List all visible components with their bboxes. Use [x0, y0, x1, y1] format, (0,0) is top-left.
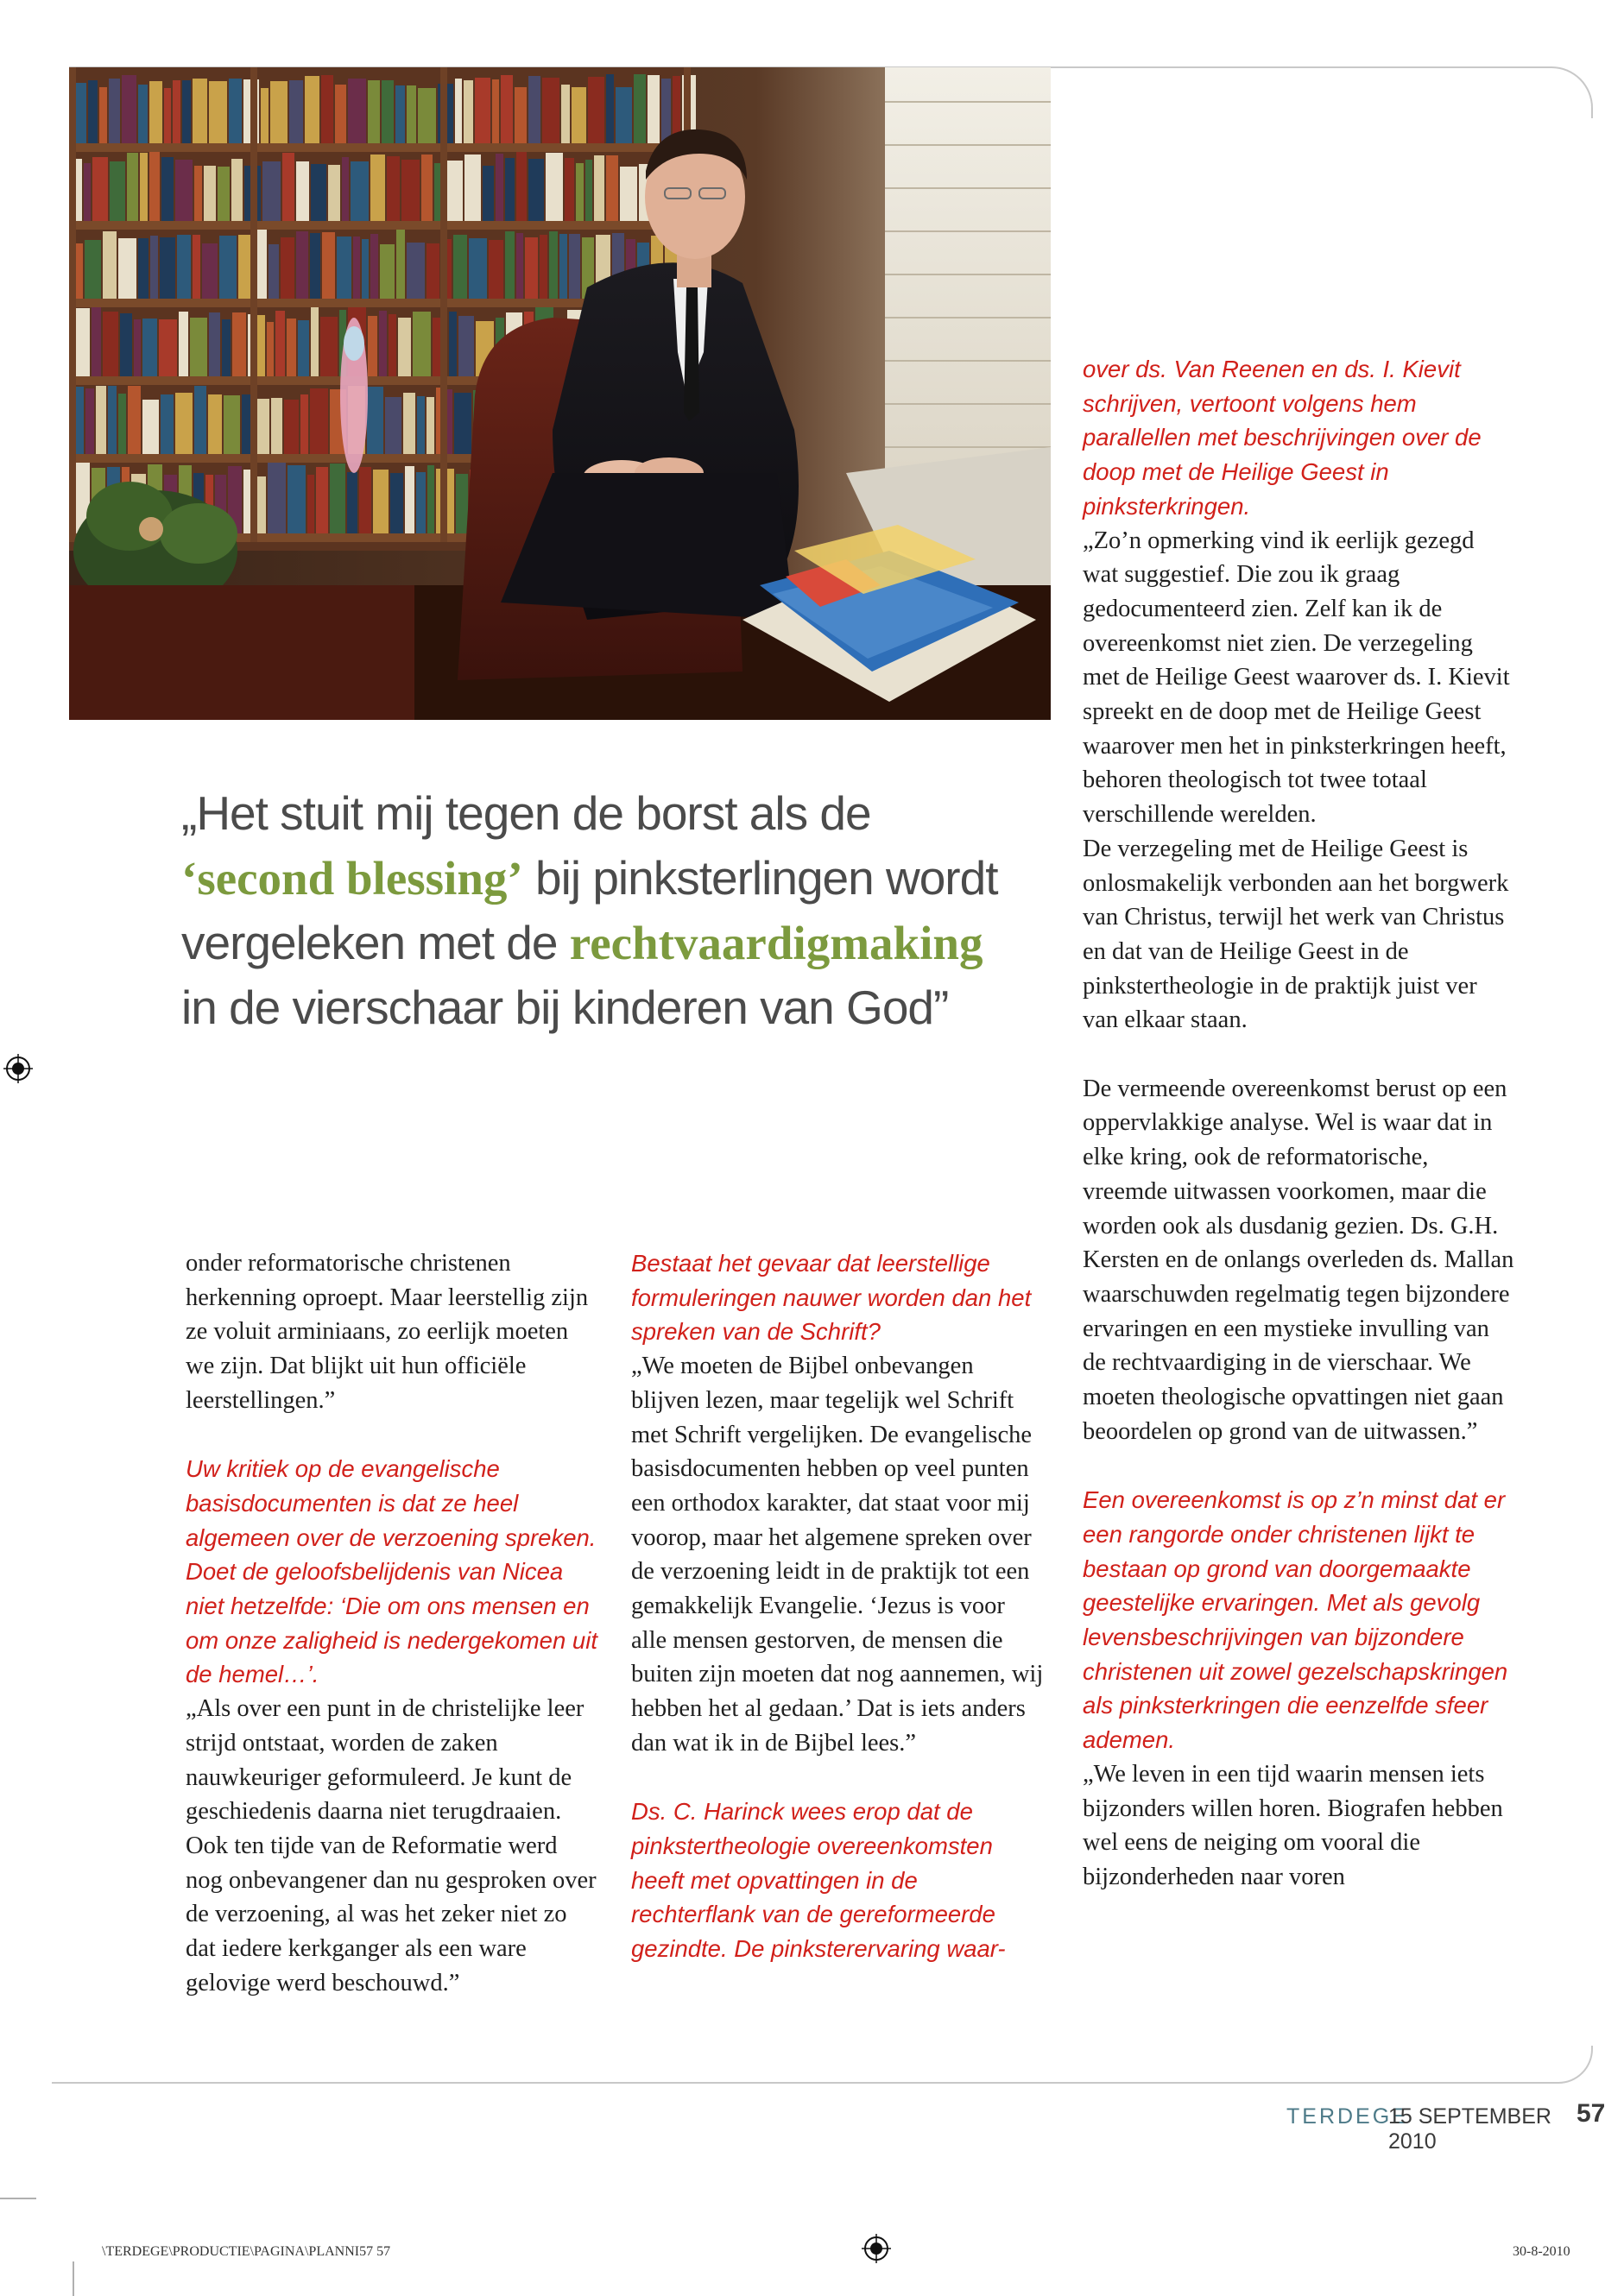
print-slug-path: \TERDEGE\PRODUCTIE\PAGINA\PLANNI57 57 — [102, 2244, 391, 2259]
answer-paragraph: „Zo’n opmerking vind ik eerlijk gezegd wat suggestief. Die zou ik graag gedocumenteerd zien. Zelf kan ik de overeenkomst niet zien. De verzegeling met de Heilige Geest waarover ds. I. Kievit spreekt en de doop met de Heilige Geest waarover men het in pinksterkringen heeft, behoren theologisch tot twee totaal verschillende werelden. — [1083, 527, 1510, 829]
interview-question: Bestaat het gevaar dat leerstellige formuleringen nauwer worden dan het spreken van de Schrift? — [631, 1250, 1032, 1346]
answer-paragraph: De vermeende overeenkomst berust op een oppervlakkige analyse. Wel is waar dat in elke kring, ook de reformatorische, vreemde uitwassen voorkomen, maar die worden ook als dusdanig gezien. Ds. G.H. Kersten en de onlangs overleden ds. Mallan waarschuwden regelmatig tegen bijzondere ervaringen en een mystieke invulling van de rechtvaardiging in de vierschaar. We moeten theologische opvattingen niet gaan beoordelen op grond van de uitwassen.” — [1083, 1075, 1514, 1445]
print-slug-date: 30-8-2010 — [1513, 2244, 1570, 2259]
magazine-name: TERDEGE — [1286, 2104, 1409, 2129]
registration-mark-icon — [862, 2234, 891, 2263]
trim-line-bottom — [52, 2082, 1550, 2084]
crop-mark-left — [0, 2198, 36, 2199]
interview-question: Een overeenkomst is op z’n minst dat er een rangorde onder christenen lijkt te bestaan op grond van doorgemaakte geestelijke ervaringen. Met als gevolg levensbeschrijvingen van bijzondere christenen uit zowel gezelschapskringen als pinksterkringen die eenzelfde sfeer ademen. — [1083, 1486, 1508, 1754]
pull-quote-highlight-rechtvaardigmaking: rechtvaardigmaking — [569, 917, 983, 969]
interview-question: over ds. Van Reenen en ds. I. Kievit schrijven, vertoont volgens hem parallellen met beschrijvingen over de doop met de Heilige Geest in pinksterkringen. — [1083, 356, 1482, 520]
pull-quote-highlight-second-blessing: ‘second blessing’ — [181, 852, 523, 905]
article-column-2 — [631, 1246, 1046, 1966]
interview-photo — [69, 67, 1051, 720]
answer-paragraph: „Als over een punt in de christelijke leer strijd ontstaat, worden de zaken nauwkeuriger geformuleerd. Je kunt de geschiedenis daarna niet terugdraaien. Ook ten tijde van de Reformatie werd nog onbevangener dan nu gesproken over de verzoening, al was het zeker niet zo dat iedere kerkganger als een ware gelovige werd beschouwd.” — [186, 1695, 597, 1996]
page-number: 57 — [1577, 2099, 1605, 2128]
crop-mark-bottom — [73, 2261, 74, 2296]
answer-paragraph: De verzegeling met de Heilige Geest is onlosmakelijk verbonden aan het borgwerk van Christus, terwijl het werk van Christus en dat van de Heilige Geest in de pinkstertheologie in de praktijk juist ver van elkaar staan. — [1083, 835, 1509, 1034]
pull-quote — [181, 781, 1010, 1040]
answer-paragraph: onder reformatorische christenen herkenning oproept. Maar leerstellig zijn ze voluit arminiaans, zo eerlijk moeten we zijn. Dat blijkt uit hun officiële leerstellingen.” — [186, 1250, 589, 1414]
answer-paragraph: „We moeten de Bijbel onbevangen blijven lezen, maar tegelijk wel Schrift met Schrift vergelijken. De evangelische basisdocumenten hebben op veel punten een orthodox karakter, dat staat voor mij voorop, maar het algemene spreken over de verzoening leidt in de praktijk tot een gemakkelijk Evangelie. ‘Jezus is voor alle mensen gestorven, de mensen die buiten zijn moeten dat nog aannemen, wij hebben het al gedaan.’ Dat is iets anders dan wat ik in de Bijbel lees.” — [631, 1353, 1044, 1757]
interview-question: Ds. C. Harinck wees erop dat de pinkstertheologie overeenkomsten heeft met opvattingen in de rechterflank van de gereformeerde gezindte. De pinksterervaring waar- — [631, 1798, 1006, 1963]
pull-quote-text-3: in de vierschaar bij kinderen van God” — [181, 981, 949, 1034]
issue-date: 15 SEPTEMBER 2010 — [1388, 2104, 1551, 2154]
trim-corner-bottom — [1548, 2046, 1593, 2084]
photo-illustration — [69, 67, 1051, 720]
interview-question: Uw kritiek op de evangelische basisdocumenten is dat ze heel algemeen over de verzoening spreken. Doet de geloofsbelijdenis van Nicea niet hetzelfde: ‘Die om ons mensen en om onze zaligheid is nedergekomen uit de hemel…’. — [186, 1455, 597, 1688]
trim-corner-top — [1526, 66, 1593, 118]
registration-mark-icon — [3, 1054, 33, 1083]
pull-quote-text-1: „Het stuit mij tegen de borst als de — [181, 786, 871, 840]
answer-paragraph: „We leven in een tijd waarin mensen iets bijzonders willen horen. Biografen hebben wel eens de neiging om vooral die bijzonderheden naar voren — [1083, 1760, 1503, 1890]
pull-quote-text-2: bij pinksterlingen wordt vergeleken met de — [181, 851, 998, 969]
article-column-3 — [1083, 352, 1514, 1895]
article-column-1 — [186, 1246, 600, 2000]
